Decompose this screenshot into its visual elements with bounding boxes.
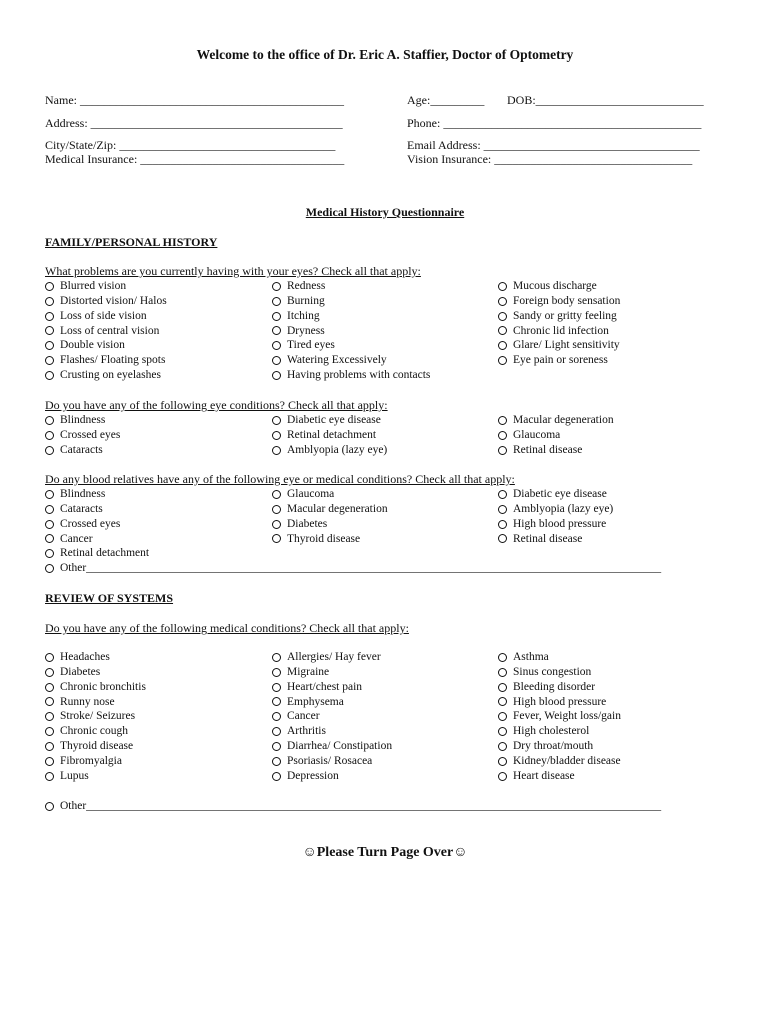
checkbox-label: Heart disease <box>513 769 575 782</box>
checkbox-circle[interactable] <box>498 446 507 455</box>
checkbox-item[interactable] <box>272 769 392 784</box>
checkbox-circle[interactable] <box>272 371 281 380</box>
checkbox-item[interactable] <box>498 680 621 695</box>
checkbox-label: Retinal disease <box>513 532 583 545</box>
checkbox-label: Fibromyalgia <box>60 754 122 767</box>
checkbox-circle[interactable] <box>272 490 281 499</box>
checkbox-item[interactable] <box>498 650 621 665</box>
checkbox-label: Itching <box>287 309 320 322</box>
checkbox-item[interactable] <box>498 279 620 294</box>
checkbox-circle[interactable] <box>498 520 507 529</box>
checkbox-item[interactable] <box>45 709 146 724</box>
checkbox-circle[interactable] <box>272 534 281 543</box>
questionnaire-title: Medical History Questionnaire <box>305 205 465 219</box>
checkbox-label: Heart/chest pain <box>287 680 363 693</box>
q3-col2 <box>272 487 388 546</box>
checkbox-item[interactable] <box>272 502 388 517</box>
checkbox-circle[interactable] <box>45 772 54 781</box>
checkbox-label: Crusting on eyelashes <box>60 369 161 382</box>
checkbox-circle[interactable] <box>45 534 54 543</box>
checkbox-item[interactable] <box>498 665 621 680</box>
checkbox-item[interactable] <box>498 413 614 428</box>
checkbox-label: Migraine <box>287 665 330 678</box>
checkbox-label: Crossed eyes <box>60 517 121 530</box>
checkbox-circle[interactable] <box>498 742 507 751</box>
checkbox-label: Asthma <box>513 651 549 663</box>
checkbox-circle[interactable] <box>272 446 281 455</box>
checkbox-label: Glaucoma <box>513 428 561 441</box>
checkbox-label: Glaucoma <box>287 488 335 500</box>
checkbox-circle[interactable] <box>498 505 507 514</box>
city-state-zip-field[interactable]: City/State/Zip: ____________________________________ <box>45 138 336 152</box>
checkbox-label: Double vision <box>60 339 125 352</box>
checkbox-label: Dryness <box>287 324 325 337</box>
checkbox-label: Amblyopia (lazy eye) <box>513 502 614 515</box>
q4-other[interactable] <box>45 799 661 814</box>
checkbox-item[interactable] <box>45 413 120 428</box>
name-field[interactable]: Name: ____________________________________________ <box>45 93 344 107</box>
checkbox-item[interactable] <box>45 739 146 754</box>
checkbox-label: Diabetes <box>287 517 328 530</box>
checkbox-circle[interactable] <box>45 446 54 455</box>
checkbox-circle[interactable] <box>272 282 281 291</box>
checkbox-circle[interactable] <box>498 727 507 736</box>
checkbox-label: Sinus congestion <box>513 665 592 678</box>
checkbox-item[interactable] <box>272 338 430 353</box>
checkbox-item[interactable] <box>272 680 392 695</box>
checkbox-item[interactable] <box>272 754 392 769</box>
checkbox-circle[interactable] <box>272 668 281 677</box>
checkbox-circle[interactable] <box>45 341 54 350</box>
checkbox-item[interactable] <box>272 532 388 547</box>
checkbox-circle[interactable] <box>498 668 507 677</box>
checkbox-circle[interactable] <box>45 727 54 736</box>
q3-prompt: Do any blood relatives have any of the following eye or medical conditions? Check all that apply: <box>45 472 515 486</box>
checkbox-label: High cholesterol <box>513 725 590 738</box>
checkbox-circle[interactable] <box>498 772 507 781</box>
checkbox-circle[interactable] <box>45 416 54 425</box>
checkbox-label: Burning <box>287 294 325 307</box>
checkbox-circle[interactable] <box>45 371 54 380</box>
checkbox-item[interactable] <box>498 324 620 339</box>
checkbox-label: Blurred vision <box>60 280 127 292</box>
checkbox-circle[interactable] <box>272 431 281 440</box>
checkbox-label: High blood pressure <box>513 517 607 530</box>
checkbox-label: Allergies/ Hay fever <box>287 651 381 663</box>
checkbox-circle[interactable] <box>498 697 507 706</box>
checkbox-circle[interactable] <box>498 653 507 662</box>
checkbox-label: Having problems with contacts <box>287 369 431 382</box>
checkbox-item[interactable] <box>272 413 387 428</box>
checkbox-item[interactable] <box>272 695 392 710</box>
checkbox-item[interactable] <box>45 309 167 324</box>
medical-insurance-field[interactable]: Medical Insurance: __________________________________ <box>45 152 345 166</box>
checkbox-circle[interactable] <box>498 416 507 425</box>
checkbox-circle[interactable] <box>272 312 281 321</box>
q1-prompt: What problems are you currently having with your eyes? Check all that apply: <box>45 264 421 278</box>
age-field[interactable]: Age:_________ <box>407 93 485 107</box>
checkbox-circle[interactable] <box>498 282 507 291</box>
checkbox-circle[interactable] <box>498 757 507 766</box>
checkbox-item[interactable] <box>272 279 430 294</box>
checkbox-item[interactable] <box>45 487 149 502</box>
q2-col1 <box>45 413 120 458</box>
checkbox-item[interactable] <box>45 279 167 294</box>
checkbox-item[interactable] <box>45 546 149 561</box>
checkbox-label: Depression <box>287 769 339 782</box>
checkbox-circle[interactable] <box>272 742 281 751</box>
checkbox-item[interactable] <box>498 487 613 502</box>
checkbox-circle[interactable] <box>272 416 281 425</box>
q1-col1 <box>45 279 167 383</box>
checkbox-label: Dry throat/mouth <box>513 740 594 753</box>
checkbox-label: Headaches <box>60 651 110 663</box>
checkbox-circle[interactable] <box>272 697 281 706</box>
checkbox-label: Watering Excessively <box>287 354 387 367</box>
checkbox-circle[interactable] <box>498 326 507 335</box>
q4-col3 <box>498 650 621 784</box>
other-field[interactable]: Other____________________________________________________________________________________________________ <box>60 562 662 574</box>
checkbox-circle[interactable] <box>272 341 281 350</box>
checkbox-label: Arthritis <box>287 725 326 738</box>
checkbox-label: Loss of side vision <box>60 309 147 322</box>
checkbox-item[interactable] <box>45 428 120 443</box>
review-of-systems-heading: REVIEW OF SYSTEMS <box>45 591 174 605</box>
checkbox-circle[interactable] <box>498 490 507 499</box>
q2-prompt: Do you have any of the following eye conditions? Check all that apply: <box>45 398 388 412</box>
checkbox-label: Cataracts <box>60 443 103 456</box>
checkbox-item[interactable] <box>498 517 613 532</box>
checkbox-label: Flashes/ Floating spots <box>60 354 166 367</box>
checkbox-circle[interactable] <box>498 712 507 721</box>
dob-field[interactable]: DOB:____________________________ <box>507 93 704 107</box>
checkbox-item[interactable] <box>45 695 146 710</box>
checkbox-item[interactable] <box>45 338 167 353</box>
checkbox-label: Diabetic eye disease <box>513 488 607 500</box>
checkbox-label: Loss of central vision <box>60 324 160 337</box>
checkbox-item[interactable] <box>45 532 149 547</box>
checkbox-item[interactable] <box>45 324 167 339</box>
checkbox-item[interactable] <box>45 724 146 739</box>
checkbox-label: Cancer <box>60 532 93 545</box>
q4-col2 <box>272 650 392 784</box>
checkbox-circle[interactable] <box>45 757 54 766</box>
checkbox-label: Thyroid disease <box>60 740 134 753</box>
checkbox-item[interactable] <box>272 309 430 324</box>
q3-col1 <box>45 487 149 561</box>
phone-field[interactable]: Phone: ___________________________________________ <box>407 116 702 130</box>
checkbox-circle[interactable] <box>498 312 507 321</box>
checkbox-circle[interactable] <box>272 757 281 766</box>
checkbox-item[interactable] <box>498 294 620 309</box>
checkbox-circle[interactable] <box>498 534 507 543</box>
q1-col2 <box>272 279 430 383</box>
checkbox-item[interactable] <box>45 680 146 695</box>
checkbox-circle[interactable] <box>45 282 54 291</box>
checkbox-item[interactable] <box>272 368 430 383</box>
checkbox-item[interactable] <box>272 324 430 339</box>
checkbox-label: Blindness <box>60 488 106 500</box>
checkbox-item[interactable] <box>45 294 167 309</box>
checkbox-circle[interactable] <box>45 802 54 811</box>
q3-col3 <box>498 487 613 546</box>
checkbox-label: Stroke/ Seizures <box>60 710 136 723</box>
checkbox-item[interactable] <box>45 502 149 517</box>
checkbox-circle[interactable] <box>272 712 281 721</box>
checkbox-item[interactable] <box>272 353 430 368</box>
checkbox-label: Thyroid disease <box>287 532 361 545</box>
checkbox-label: Kidney/bladder disease <box>513 754 621 767</box>
checkbox-label: High blood pressure <box>513 695 607 708</box>
checkbox-circle[interactable] <box>45 549 54 558</box>
address-field[interactable]: Address: __________________________________________ <box>45 116 343 130</box>
checkbox-label: Macular degeneration <box>287 502 388 515</box>
checkbox-label: Diabetic eye disease <box>287 414 381 426</box>
checkbox-item[interactable] <box>498 502 613 517</box>
checkbox-circle[interactable] <box>498 683 507 692</box>
checkbox-circle[interactable] <box>45 712 54 721</box>
checkbox-item[interactable] <box>45 368 167 383</box>
checkbox-label: Sandy or gritty feeling <box>513 309 617 322</box>
checkbox-circle[interactable] <box>272 520 281 529</box>
q2-col3 <box>498 413 614 458</box>
checkbox-item[interactable] <box>272 517 388 532</box>
checkbox-circle[interactable] <box>498 297 507 306</box>
checkbox-item[interactable] <box>272 428 387 443</box>
checkbox-item[interactable] <box>272 739 392 754</box>
checkbox-label: Emphysema <box>287 695 344 708</box>
q2-col2 <box>272 413 387 458</box>
footer-note: ☺Please Turn Page Over☺ <box>302 845 468 860</box>
checkbox-label: Chronic bronchitis <box>60 680 146 693</box>
checkbox-item[interactable] <box>272 443 387 458</box>
checkbox-label: Retinal detachment <box>60 547 150 560</box>
q4-col1 <box>45 650 146 784</box>
checkbox-label: Fever, Weight loss/gain <box>513 710 621 723</box>
checkbox-item[interactable] <box>272 650 392 665</box>
checkbox-circle[interactable] <box>498 431 507 440</box>
checkbox-label: Mucous discharge <box>513 280 597 292</box>
checkbox-label: Diabetes <box>60 665 101 678</box>
checkbox-circle[interactable] <box>45 742 54 751</box>
email-field[interactable]: Email Address: ____________________________________ <box>407 138 700 152</box>
checkbox-label: Diarrhea/ Constipation <box>287 740 393 753</box>
checkbox-label: Crossed eyes <box>60 428 121 441</box>
checkbox-item[interactable] <box>272 724 392 739</box>
q4-prompt: Do you have any of the following medical conditions? Check all that apply: <box>45 621 409 635</box>
checkbox-circle[interactable] <box>45 668 54 677</box>
checkbox-circle[interactable] <box>272 727 281 736</box>
checkbox-circle[interactable] <box>272 297 281 306</box>
checkbox-circle[interactable] <box>272 653 281 662</box>
checkbox-item[interactable] <box>272 294 430 309</box>
checkbox-item[interactable] <box>45 353 167 368</box>
checkbox-circle[interactable] <box>45 564 54 573</box>
checkbox-item[interactable] <box>272 665 392 680</box>
checkbox-item[interactable] <box>45 517 149 532</box>
checkbox-label: Retinal detachment <box>287 428 377 441</box>
checkbox-label: Redness <box>287 280 326 292</box>
checkbox-circle[interactable] <box>272 356 281 365</box>
checkbox-circle[interactable] <box>45 312 54 321</box>
checkbox-circle[interactable] <box>272 505 281 514</box>
vision-insurance-field[interactable]: Vision Insurance: _________________________________ <box>407 152 693 166</box>
checkbox-item[interactable] <box>272 709 392 724</box>
checkbox-item[interactable] <box>498 443 614 458</box>
q1-col3 <box>498 279 620 368</box>
checkbox-item[interactable] <box>272 487 388 502</box>
q3-other[interactable] <box>45 561 661 576</box>
checkbox-item[interactable] <box>45 443 120 458</box>
checkbox-label: Blindness <box>60 414 106 426</box>
checkbox-label: Retinal disease <box>513 443 583 456</box>
checkbox-item[interactable] <box>498 695 621 710</box>
checkbox-circle[interactable] <box>45 520 54 529</box>
checkbox-circle[interactable] <box>45 697 54 706</box>
checkbox-item[interactable] <box>45 754 146 769</box>
checkbox-item[interactable] <box>498 739 621 754</box>
checkbox-label: Eye pain or soreness <box>513 354 608 367</box>
checkbox-item[interactable] <box>498 754 621 769</box>
checkbox-label: Tired eyes <box>287 339 335 352</box>
checkbox-item[interactable] <box>498 309 620 324</box>
checkbox-item[interactable] <box>498 709 621 724</box>
checkbox-circle[interactable] <box>272 772 281 781</box>
checkbox-circle[interactable] <box>45 490 54 499</box>
checkbox-label: Distorted vision/ Halos <box>60 294 167 307</box>
checkbox-item[interactable] <box>498 724 621 739</box>
checkbox-label: Cancer <box>287 710 320 723</box>
other-field[interactable]: Other____________________________________________________________________________________________________ <box>60 800 662 812</box>
checkbox-circle[interactable] <box>498 341 507 350</box>
checkbox-label: Cataracts <box>60 502 103 515</box>
page-title: Welcome to the office of Dr. Eric A. Staffier, Doctor of Optometry <box>196 47 574 62</box>
checkbox-label: Bleeding disorder <box>513 680 596 693</box>
checkbox-circle[interactable] <box>45 356 54 365</box>
checkbox-label: Psoriasis/ Rosacea <box>287 754 373 767</box>
checkbox-item[interactable] <box>498 428 614 443</box>
checkbox-item[interactable] <box>498 532 613 547</box>
checkbox-item[interactable] <box>498 769 621 784</box>
checkbox-circle[interactable] <box>45 297 54 306</box>
checkbox-label: Lupus <box>60 769 89 782</box>
checkbox-item[interactable] <box>45 650 146 665</box>
checkbox-item[interactable] <box>498 353 620 368</box>
checkbox-circle[interactable] <box>272 326 281 335</box>
checkbox-label: Glare/ Light sensitivity <box>513 339 620 352</box>
checkbox-label: Runny nose <box>60 695 115 708</box>
checkbox-label: Amblyopia (lazy eye) <box>287 443 388 456</box>
checkbox-label: Foreign body sensation <box>513 294 621 307</box>
checkbox-circle[interactable] <box>45 683 54 692</box>
checkbox-item[interactable] <box>45 665 146 680</box>
checkbox-label: Macular degeneration <box>513 414 614 426</box>
checkbox-item[interactable] <box>45 769 146 784</box>
checkbox-circle[interactable] <box>45 505 54 514</box>
checkbox-circle[interactable] <box>45 431 54 440</box>
checkbox-circle[interactable] <box>45 326 54 335</box>
checkbox-label: Chronic cough <box>60 725 129 738</box>
checkbox-circle[interactable] <box>45 653 54 662</box>
checkbox-item[interactable] <box>498 338 620 353</box>
checkbox-circle[interactable] <box>498 356 507 365</box>
checkbox-circle[interactable] <box>272 683 281 692</box>
family-history-heading: FAMILY/PERSONAL HISTORY <box>45 235 218 249</box>
checkbox-label: Chronic lid infection <box>513 324 609 337</box>
